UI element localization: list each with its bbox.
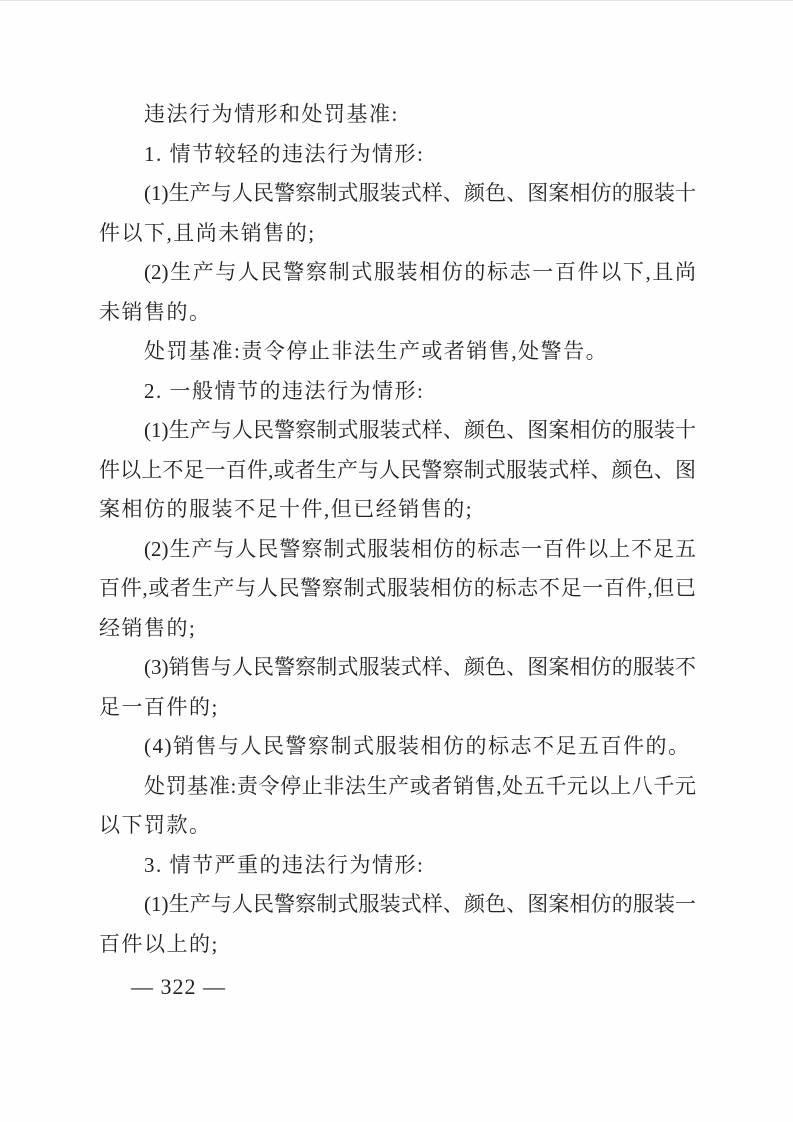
item-1-heading	[99, 135, 696, 175]
text-line: 未销售的。	[99, 299, 212, 324]
text-line: 1. 情节较轻的违法行为情形:	[144, 141, 425, 166]
text-line: (2)生产与人民警察制式服装相仿的标志一百件以下,且尚	[144, 260, 696, 284]
item-2-penalty	[99, 767, 696, 846]
text-line: 2. 一般情节的违法行为情形:	[144, 378, 425, 403]
text-line: (1)生产与人民警察制式服装式样、颜色、图案相仿的服装十	[144, 181, 696, 205]
item-2-heading	[99, 372, 696, 412]
item-3-heading	[99, 846, 696, 886]
text-line: (1)生产与人民警察制式服装式样、颜色、图案相仿的服装十	[144, 418, 696, 442]
text-line: 以下罚款。	[99, 813, 212, 837]
scan-top-edge	[0, 0, 793, 1]
text-line: 足一百件的;	[99, 694, 219, 719]
item-1-case-1	[99, 174, 696, 253]
page-number: — 322 —	[131, 974, 226, 999]
item-3-case-1	[99, 885, 696, 964]
text-line: (2)生产与人民警察制式服装相仿的标志一百件以上不足五	[144, 536, 696, 561]
text-line: (1)生产与人民警察制式服装式样、颜色、图案相仿的服装一	[144, 892, 696, 916]
text-line: 经销售的;	[99, 615, 197, 640]
item-2-case-3	[99, 648, 696, 727]
text-line: 处罚基准:责令停止非法生产或者销售,处五千元以上八千元	[144, 773, 696, 798]
text-line: (4)销售与人民警察制式服装相仿的标志不足五百件的。	[144, 734, 691, 758]
item-2-case-2	[99, 530, 696, 649]
text-line: 件以下,且尚未销售的;	[99, 220, 316, 245]
text-line: 件以上不足一百件,或者生产与人民警察制式服装式样、颜色、图	[99, 457, 696, 482]
text-line: 3. 情节严重的违法行为情形:	[144, 852, 425, 877]
text-line: 百件,或者生产与人民警察制式服装相仿的标志不足一百件,但已	[99, 576, 696, 600]
item-1-case-2	[99, 253, 696, 332]
text-line: (3)销售与人民警察制式服装式样、颜色、图案相仿的服装不	[144, 655, 696, 679]
item-2-case-4	[99, 727, 696, 767]
heading-penalty-basis	[99, 95, 696, 135]
text-line: 违法行为情形和处罚基准:	[144, 102, 399, 126]
item-1-penalty	[99, 332, 696, 372]
text-line: 处罚基准:责令停止非法生产或者销售,处警告。	[144, 339, 609, 363]
item-2-case-1	[99, 411, 696, 530]
text-line: 案相仿的服装不足十件,但已经销售的;	[99, 497, 474, 521]
document-body	[99, 95, 696, 964]
text-line: 百件以上的;	[99, 931, 219, 956]
